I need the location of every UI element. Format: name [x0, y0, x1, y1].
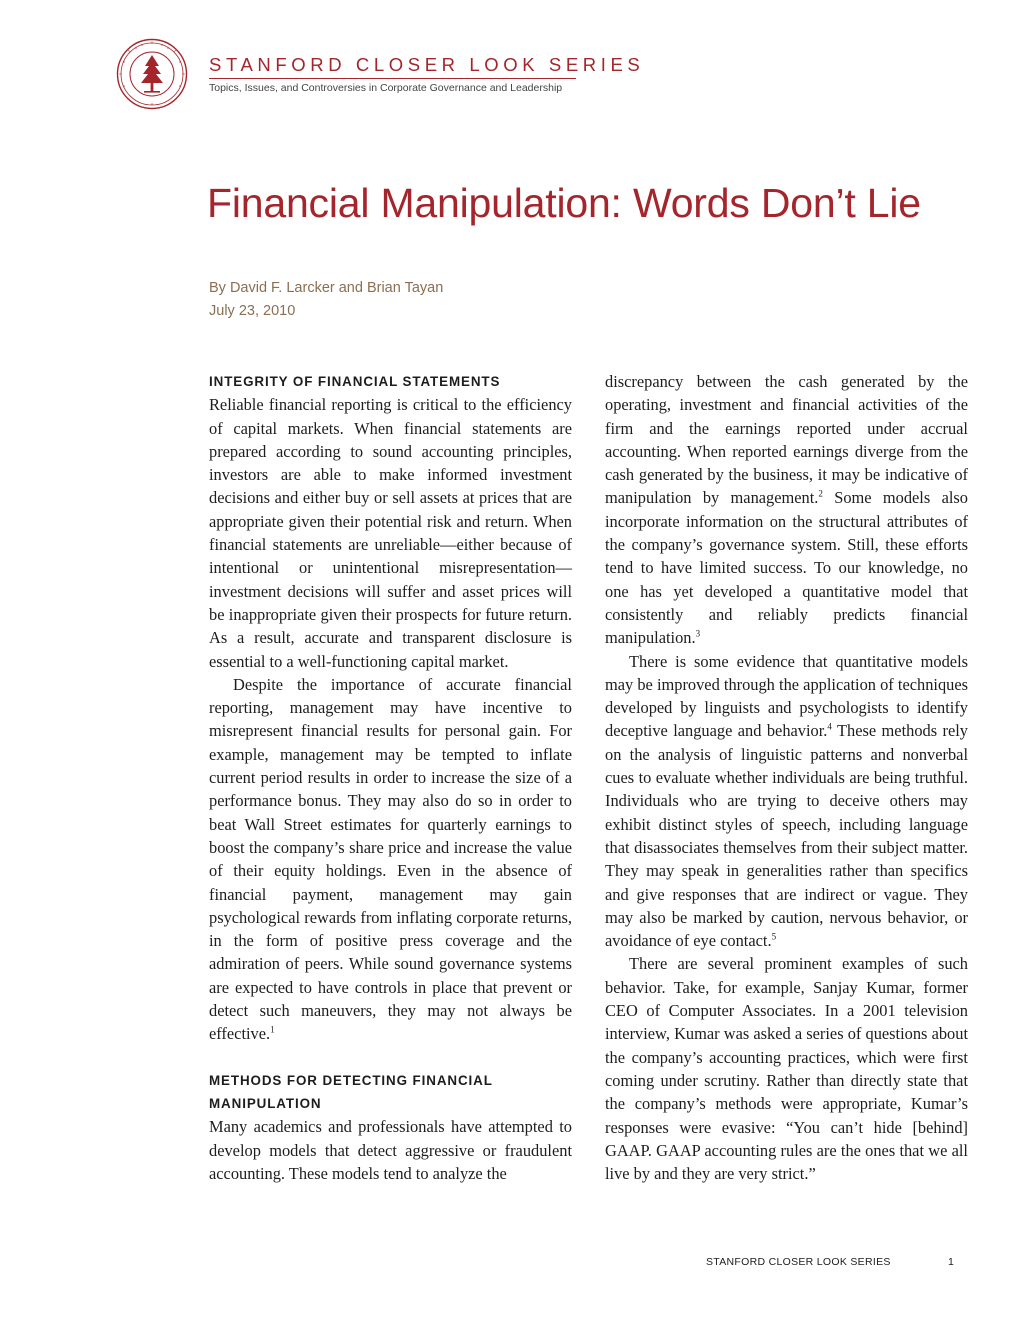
section-heading-methods: METHODS FOR DETECTING FINANCIAL MANIPULATION [209, 1072, 493, 1111]
paragraph-4-text-b: These methods rely on the analysis of linguistic patterns and nonverbal cues to evaluate whether individuals are being truthful. Individuals who are trying to deceive others may exhibit distinct styles of speech, including language that disassociates themselves from their subject matter. They may speak in generalities rather than specifics and give responses that are indirect or vague. They may also be marked by caution, nervous behavior, or avoidance of eye contact. [605, 721, 968, 951]
paragraph-3-start-text: Many academics and professionals have attempted to develop models that detect aggressive or fraudulent accounting. These models tend to analyze the [209, 1117, 572, 1183]
paragraph-3-continued-text-b: Some models also incorporate information on the structural attributes of the company’s governance system. Still, these efforts tend to have limited success. To our knowledge, no one has yet developed a quantitative model that consistently and reliably predicts financial manipulation. [605, 488, 968, 648]
paragraph-4 [605, 650, 968, 953]
left-column [209, 370, 572, 1185]
section-heading-integrity: INTEGRITY OF FINANCIAL STATEMENTS [209, 374, 501, 389]
paragraph-2 [209, 673, 572, 1046]
paragraph-3-continued-text-a: discrepancy between the cash generated by the operating, investment and financial activities of the firm and the earnings reported under accrual accounting. When reported earnings diverge from the cash generated by the business, it may be indicative of manipulation by management. [605, 372, 968, 508]
paragraph-4-text-a: There is some evidence that quantitative models may be improved through the application of techniques developed by linguists and psychologists to identify deceptive language and behavior. [605, 651, 968, 741]
section-spacer [209, 1046, 572, 1069]
article-title: Financial Manipulation: Words Don’t Lie [207, 180, 921, 226]
page-number: 1 [948, 1256, 954, 1268]
paragraph-2-text: Despite the importance of accurate financial reporting, management may have incentive to misrepresent financial results for personal gain. For example, management may be tempted to inflate current period results in order to increase the size of a performance bonus. They may also do so in order to beat Wall Street estimates for quarterly earnings to boost the company’s share price and increase the value of their equity holdings. Even in the absence of financial payment, management may gain psychological rewards from inflating corporate returns, in the form of positive press coverage and the admiration of peers. While sound governance systems are expected to have controls in place that prevent or detect such maneuvers, they may not always be effective. [209, 674, 572, 1044]
series-subtitle: Topics, Issues, and Controversies in Corporate Governance and Leadership [209, 82, 563, 94]
paragraph-5 [605, 952, 968, 1185]
paragraph-3-start [209, 1115, 572, 1185]
article-byline: By David F. Larcker and Brian Tayan [209, 280, 444, 296]
footnote-ref-5[interactable]: 5 [771, 931, 777, 942]
article-date: July 23, 2010 [209, 303, 296, 319]
footnote-ref-2[interactable]: 2 [818, 489, 823, 500]
series-divider [209, 78, 576, 79]
paragraph-5-text: There are several prominent examples of such behavior. Take, for example, Sanjay Kumar, former CEO of Computer Associates. In a 2001 television interview, Kumar was asked a series of questions about the company’s accounting practices, which were first coming under scrutiny. Rather than directly state that the company’s methods were appropriate, Kumar’s responses were evasive: “You can’t hide [behind] GAAP. GAAP accounting rules are the ones that we all live by and they are very strict.” [605, 954, 968, 1184]
footnote-ref-4[interactable]: 4 [827, 721, 832, 732]
stanford-seal-icon [116, 38, 188, 110]
right-column [605, 370, 968, 1185]
footnote-ref-1[interactable]: 1 [270, 1024, 275, 1035]
paragraph-1-text: Reliable financial reporting is critical to the efficiency of capital markets. When financial statements are prepared according to sound accounting principles, investors are able to make informed investment decisions and either buy or sell assets at prices that are appropriate given their potential risk and return. When financial statements are unreliable—either because of intentional or unintentional misrepresentation—investment decisions will suffer and asset prices will be inappropriate given their prospects for future return. As a result, accurate and transparent disclosure is essential to a well-functioning capital market. [209, 395, 572, 671]
footer-series-name: STANFORD CLOSER LOOK SERIES [706, 1256, 891, 1268]
series-title: STANFORD CLOSER LOOK SERIES [209, 54, 645, 75]
paragraph-3-continued [605, 370, 968, 650]
paragraph-1 [209, 393, 572, 673]
footnote-ref-3[interactable]: 3 [695, 628, 701, 639]
